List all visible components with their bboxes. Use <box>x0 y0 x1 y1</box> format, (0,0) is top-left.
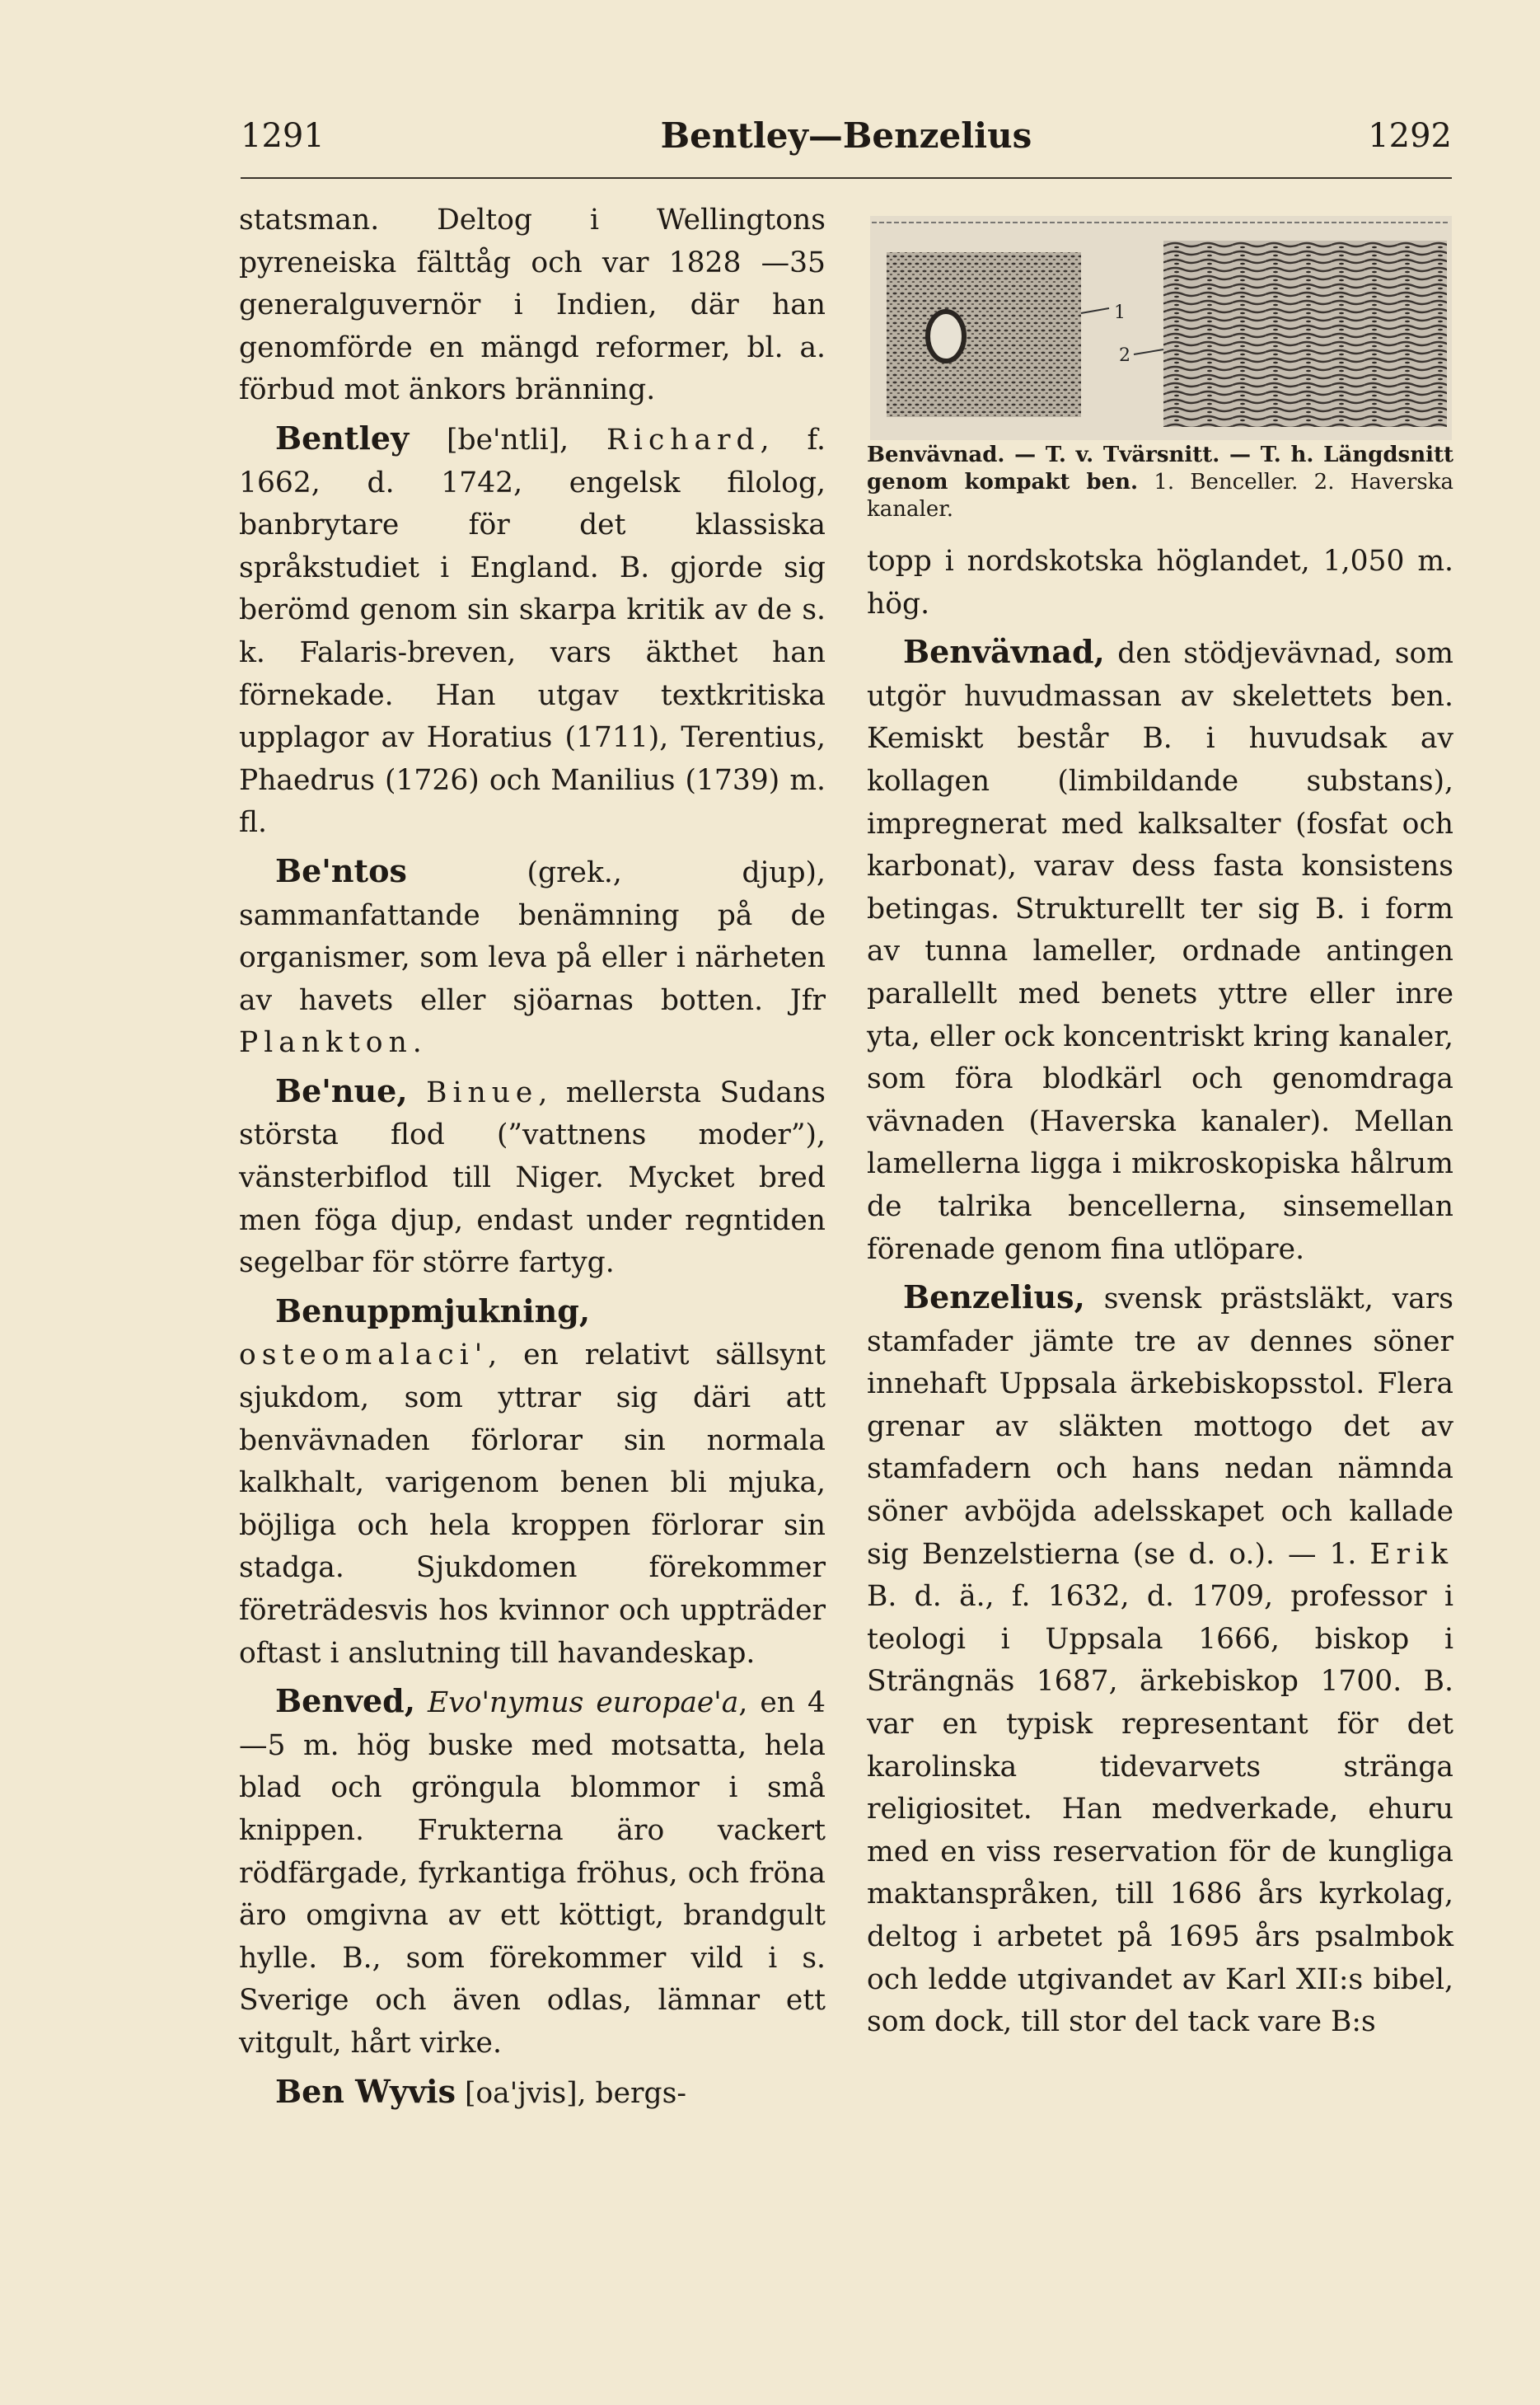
entry-benved: Benved, Evo'nymus europae'a, en 4—5 m. hög buske med motsatta, hela blad och gröngula blommor i små knippen. Frukterna äro vackert rödfärgade, fyrkantiga fröhus, och fröna äro omgivna av ett köttigt, brandgult hylle. B., som förekommer vild i s. Sverige och även odlas, lämnar ett vitgult, hårt virke. <box>239 1682 826 2060</box>
headword: Be'ntos <box>275 851 407 889</box>
entry-benzelius: Benzelius, svensk prästsläkt, vars stamfader jämte tre av dennes söner innehaft Uppsala ärkebiskopsstol. Flera grenar av släkten mottogo det av stamfadern och hans nedan nämnda söner avböjda adelsskapet och kallade sig Benzelstierna (se d. o.). — 1. Erik B. d. ä., f. 1632, d. 1709, professor i teologi i Uppsala 1666, biskop i Strängnäs 1687, ärkebiskop 1700. B. var en typisk representant för det karolinska tidevarvets stränga religiositet. Han medverkade, ehuru med en viss reservation för de kungliga maktanspråken, till 1686 års kyrkolag, deltog i arbetet på 1695 års psalmbok och ledde utgivandet av Karl XII:s bibel, som dock, till stor del tack vare B:s <box>867 1278 1453 2039</box>
person-name: Erik <box>1369 1537 1453 1571</box>
figure-label-2: 2 <box>1119 345 1130 366</box>
first-name: Richard <box>606 423 761 457</box>
entry-benuppmjukning: Benuppmjukning, osteomalaci', en relativt sällsynt sjukdom, som yttrar sig däri att benvävnaden förlorar sin normala kalkhalt, varigenom benen bli mjuka, böjliga och hela kroppen förlorar sin stadga. Sjukdomen förekommer företrädesvis hos kvinnor och uppträder oftast i anslutning till havandeskap. <box>239 1292 826 1670</box>
running-title: Bentley—Benzelius <box>660 115 1032 156</box>
page-header <box>241 115 1452 165</box>
headword: Benvävnad, <box>903 633 1105 671</box>
alt-name: osteomalaci' <box>239 1338 489 1372</box>
headword: Ben Wyvis <box>275 2072 456 2110</box>
figure-caption: Benvävnad. — T. v. Tvärsnitt. — T. h. Längdsnitt genom kompakt ben. 1. Benceller. 2. Haverska kanaler. <box>867 443 1453 522</box>
entry-bentos: Be'ntos (grek., djup), sammanfattande benämning på de organismer, som leva på eller i närheten av havets eller sjöarnas botten. Jfr Plankton. <box>239 851 826 1060</box>
page-number-right: 1292 <box>1368 117 1452 155</box>
figure-label-1: 1 <box>1114 302 1126 323</box>
entry-benue: Be'nue, Binue, mellersta Sudans största flod (”vattnens moder”), vänsterbiflod till Niger. Mycket bred men föga djup, endast under regntiden segelbar för större fartyg. <box>239 1071 826 1280</box>
left-column <box>239 199 826 2120</box>
bone-tissue-illustration <box>870 216 1452 440</box>
haversian-canal <box>928 312 964 361</box>
cross-reference: Plankton <box>239 1026 413 1060</box>
entry-continuation: statsman. Deltog i Wellingtons pyreneiska fälttåg och var 1828 —35 generalguvernör i Indien, där han genomförde en mängd reformer, bl. a. förbud mot änkors bränning. <box>239 204 826 407</box>
headword: Benuppmjukning, <box>275 1292 591 1329</box>
entry-bentley: Bentley [be'ntli], Richard, f. 1662, d. 1742, engelsk filolog, banbrytare för det klassiska språkstudiet i England. B. gjorde sig berömd genom sin skarpa kritik av de s. k. Falaris-breven, vars äkthet han förnekade. Han utgav textkritiska upplagor av Horatius (1711), Terentius, Phaedrus (1726) och Manilius (1739) m. fl. <box>239 419 826 840</box>
entry-continuation: topp i nordskotska höglandet, 1,050 m. hög. <box>867 545 1453 621</box>
headword: Benved, <box>275 1682 415 1720</box>
headword: Benzelius, <box>903 1278 1085 1316</box>
longitudinal-section-image <box>1163 241 1447 427</box>
right-column <box>867 541 1453 2049</box>
headword: Be'nue, <box>275 1071 408 1109</box>
header-rule <box>241 177 1452 179</box>
entry-benvavnad: Benvävnad, den stödjevävnad, som utgör huvudmassan av skelettets ben. Kemiskt består B. i huvudsak av kollagen (limbildande substans), impregnerat med kalksalter (fosfat och karbonat), varav dess fasta konsistens betingas. Strukturellt ter sig B. i form av tunna lameller, ordnade antingen parallellt med benets yttre eller inre yta, eller ock koncentriskt kring kanaler, som föra blodkärl och genomdraga vävnaden (Haverska kanaler). Mellan lamellerna ligga i mikroskopiska hålrum de talrika bencellerna, sinsemellan förenade genom fina utlöpare. <box>867 633 1453 1266</box>
alt-name: Binue <box>426 1076 539 1109</box>
cross-section-image <box>887 252 1081 417</box>
headword: Bentley <box>275 419 410 457</box>
entry-ben-wyvis: Ben Wyvis [oa'jvis], bergs- <box>275 2072 686 2110</box>
page-number-left: 1291 <box>241 117 325 155</box>
bone-tissue-figure <box>870 216 1452 440</box>
latin-name: Evo'nymus europae'a <box>428 1686 739 1720</box>
